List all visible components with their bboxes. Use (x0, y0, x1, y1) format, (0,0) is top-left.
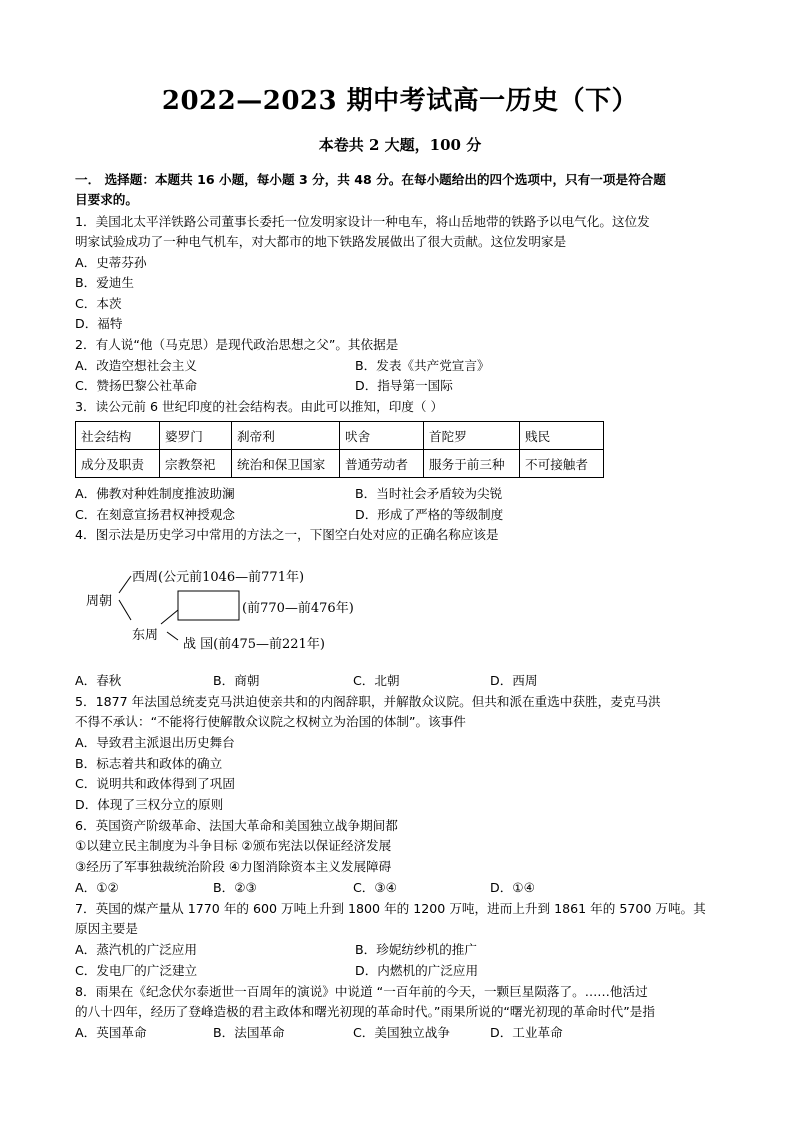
q4-option-c: C．北朝 (353, 673, 400, 688)
q2-stem: 2．有人说“他（马克思）是现代政治思想之父”。其依据是 (75, 337, 399, 352)
table-row (76, 422, 604, 450)
diagram-east-zhou: 东周 (132, 628, 159, 643)
table-cell: 首陀罗 (424, 422, 520, 450)
q7-option-d: D．内燃机的广泛应用 (355, 963, 479, 978)
q3-stem: 3．读公元前 6 世纪印度的社会结构表。由此可以推知，印度（ ） (75, 399, 444, 414)
q3-option-c: C．在刻意宣扬君权神授观念 (75, 507, 235, 522)
q6-option-d: D．①④ (490, 880, 535, 895)
q5-option-a: A．导致君主派退出历史舞台 (75, 735, 235, 750)
table-cell: 普通劳动者 (340, 450, 424, 478)
social-structure-table (75, 421, 604, 478)
q5-option-c: C．说明共和政体得到了巩固 (75, 776, 235, 791)
table-cell: 成分及职责 (76, 450, 160, 478)
q8-option-a: A．英国革命 (75, 1025, 147, 1040)
section1-instructions: 一． 选择题：本题共 16 小题，每小题 3 分，共 48 分。在每小题给出的四个选项中，只有一项是符合题 (75, 172, 666, 187)
q1-option-c: C．本茨 (75, 296, 122, 311)
q2-option-d: D．指导第一国际 (355, 378, 453, 393)
q6-stem: 6．英国资产阶级革命、法国大革命和美国独立战争期间都 (75, 818, 398, 833)
q2-option-b: B．发表《共产党宣言》 (355, 358, 490, 373)
exam-subtitle: 本卷共 2 大题，100 分 (318, 136, 482, 154)
q4-option-a: A．春秋 (75, 673, 122, 688)
q1-option-a: A．史蒂芬孙 (75, 255, 147, 270)
q1-stem: 1．美国北太平洋铁路公司董事长委托一位发明家设计一种电车，将山岳地带的铁路予以电气化。这位发 (75, 214, 650, 229)
diagram-west-zhou: 西周(公元前1046—前771年) (132, 570, 305, 585)
table-row (76, 450, 604, 478)
table-cell: 宗教祭祀 (160, 450, 232, 478)
diagram-root: 周朝 (86, 594, 113, 609)
q8-option-b: B．法国革命 (213, 1025, 285, 1040)
table-cell: 刹帝利 (232, 422, 340, 450)
q6-items-1-2: ①以建立民主制度为斗争目标 ②颁布宪法以保证经济发展 (75, 838, 392, 853)
q5-stem-cont: 不得不承认：“不能将行使解散众议院之权树立为治国的体制”。该事件 (75, 714, 466, 729)
q2-option-a: A．改造空想社会主义 (75, 358, 197, 373)
q7-stem: 7．英国的煤产量从 1770 年的 600 万吨上升到 1800 年的 1200 万吨，进而上升到 1861 年的 5700 万吨。其 (75, 901, 706, 916)
zhou-dynasty-diagram (75, 560, 435, 660)
table-cell: 贱民 (520, 422, 604, 450)
q5-stem: 5．1877 年法国总统麦克马洪迫使亲共和的内阁辞职，并解散众议院。但共和派在重选中获胜，麦克马洪 (75, 694, 661, 709)
q8-option-d: D．工业革命 (490, 1025, 563, 1040)
q6-items-3-4: ③经历了军事独裁统治阶段 ④力图消除资本主义发展障碍 (75, 859, 392, 874)
q1-option-b: B．爱迪生 (75, 275, 135, 290)
table-cell: 婆罗门 (160, 422, 232, 450)
q1-option-d: D．福特 (75, 316, 123, 331)
exam-title: 2022—2023 期中考试高一历史（下） (161, 86, 639, 116)
q5-option-b: B．标志着共和政体的确立 (75, 756, 223, 771)
table-cell: 服务于前三种 (424, 450, 520, 478)
q3-option-d: D．形成了严格的等级制度 (355, 507, 504, 522)
q6-option-c: C．③④ (353, 880, 397, 895)
q8-option-c: C．美国独立战争 (353, 1025, 450, 1040)
q8-stem-cont: 的八十四年，经历了登峰造极的君主政体和曙光初现的革命时代。”雨果所说的“曙光初现的革命时代”是指 (75, 1004, 655, 1019)
section1-instructions-cont: 目要求的。 (75, 192, 138, 207)
table-cell: 统治和保卫国家 (232, 450, 340, 478)
q7-stem-cont: 原因主要是 (75, 921, 138, 936)
table-cell: 社会结构 (76, 422, 160, 450)
q4-option-b: B．商朝 (213, 673, 260, 688)
q3-option-a: A．佛教对种姓制度推波助澜 (75, 486, 235, 501)
q6-option-a: A．①② (75, 880, 119, 895)
q2-option-c: C．赞扬巴黎公社革命 (75, 378, 198, 393)
q6-option-b: B．②③ (213, 880, 257, 895)
diagram-warring-states: 战 国(前475—前221年) (183, 637, 325, 652)
blank-answer-box (178, 591, 239, 620)
q7-option-b: B．珍妮纺纱机的推广 (355, 942, 477, 957)
q4-option-d: D．西周 (490, 673, 538, 688)
q4-stem: 4．图示法是历史学习中常用的方法之一，下图空白处对应的正确名称应该是 (75, 527, 499, 542)
table-cell: 吠舍 (340, 422, 424, 450)
q1-stem-cont: 明家试验成功了一种电气机车，对大都市的地下铁路发展做出了很大贡献。这位发明家是 (75, 234, 567, 249)
q3-option-b: B．当时社会矛盾较为尖锐 (355, 486, 503, 501)
table-cell: 不可接触者 (520, 450, 604, 478)
q8-stem: 8．雨果在《纪念伏尔泰逝世一百周年的演说》中说道 “一百年前的今天，一颗巨星陨落了。……他活过 (75, 984, 648, 999)
diagram-blank-range: (前770—前476年) (242, 601, 354, 616)
q5-option-d: D．体现了三权分立的原则 (75, 797, 224, 812)
q7-option-a: A．蒸汽机的广泛应用 (75, 942, 197, 957)
q7-option-c: C．发电厂的广泛建立 (75, 963, 198, 978)
